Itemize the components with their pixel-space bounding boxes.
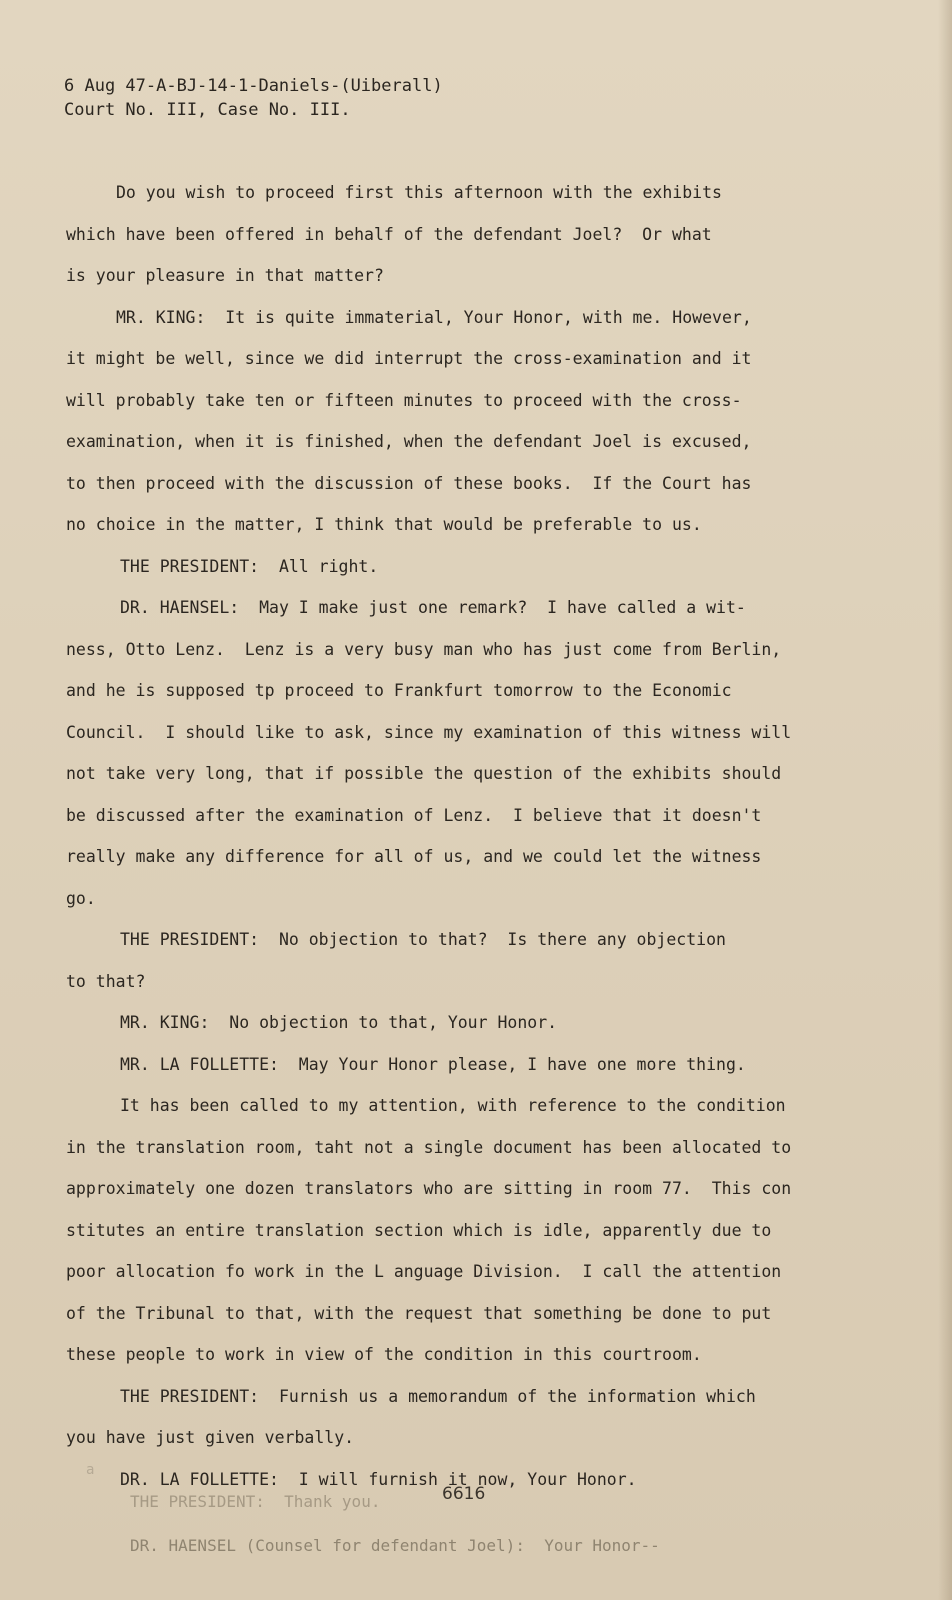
page-edge-shadow <box>938 0 952 1600</box>
transcript-line: no choice in the matter, I think that would be preferable to us. <box>66 515 702 534</box>
transcript-body <box>66 172 846 1500</box>
transcript-line: not take very long, that if possible the question of the exhibits should <box>66 764 782 783</box>
transcript-line: of the Tribunal to that, with the request that something be done to put <box>66 1303 772 1323</box>
transcript-line: really make any difference for all of us, and we could let the witness <box>66 847 762 866</box>
transcript-line: these people to work in view of the condition in this courtroom. <box>66 1345 702 1364</box>
faded-line: DR. HAENSEL (Counsel for defendant Joel): Your Honor-- <box>130 1536 660 1555</box>
transcript-line: in the translation room, taht not a single document has been allocated to <box>66 1137 792 1157</box>
transcript-line: you have just given verbally. <box>66 1428 355 1447</box>
transcript-line: approximately one dozen translators who are sitting in room 77. This con <box>66 1179 792 1198</box>
header-line-1: 6 Aug 47-A-BJ-14-1-Daniels-(Uiberall) <box>64 76 443 96</box>
page-number: 6616 <box>442 1484 486 1504</box>
transcript-line: poor allocation fo work in the L anguage Division. I call the attention <box>66 1262 782 1281</box>
transcript-line: and he is supposed tp proceed to Frankfurt tomorrow to the Economic <box>66 681 732 700</box>
transcript-line: to then proceed with the discussion of these books. If the Court has <box>66 473 752 493</box>
transcript-line: is your pleasure in that matter? <box>66 266 384 285</box>
transcript-line: DR. LA FOLLETTE: I will furnish it now, Your Honor. <box>120 1469 637 1489</box>
transcript-line: Do you wish to proceed first this afternoon with the exhibits <box>116 183 722 202</box>
transcript-line: THE PRESIDENT: No objection to that? Is there any objection <box>120 930 726 949</box>
transcript-line: It has been called to my attention, with reference to the condition <box>120 1096 786 1115</box>
transcript-line: will probably take ten or fifteen minutes to proceed with the cross- <box>66 390 742 410</box>
transcript-line: DR. HAENSEL: May I make just one remark? I have called a wit- <box>120 598 746 617</box>
transcript-line: go. <box>66 888 96 908</box>
document-header <box>64 74 443 122</box>
transcript-line: be discussed after the examination of Lenz. I believe that it doesn't <box>66 805 762 825</box>
transcript-line: MR. KING: It is quite immaterial, Your Honor, with me. However, <box>116 307 752 327</box>
transcript-line: Council. I should like to ask, since my examination of this witness will <box>66 722 792 742</box>
transcript-line: MR. KING: No objection to that, Your Honor. <box>120 1013 558 1032</box>
transcript-line: THE PRESIDENT: Furnish us a memorandum of the information which <box>120 1386 756 1406</box>
header-line-2: Court No. III, Case No. III. <box>64 100 351 120</box>
transcript-line: MR. LA FOLLETTE: May Your Honor please, I have one more thing. <box>120 1054 746 1074</box>
transcript-line: to that? <box>66 971 146 991</box>
transcript-line: which have been offered in behalf of the defendant Joel? Or what <box>66 224 712 244</box>
transcript-line: ness, Otto Lenz. Lenz is a very busy man who has just come from Berlin, <box>66 639 782 659</box>
faded-line: THE PRESIDENT: Thank you. <box>130 1492 381 1511</box>
transcript-line: examination, when it is finished, when the defendant Joel is excused, <box>66 432 752 451</box>
transcript-line: THE PRESIDENT: All right. <box>120 556 379 576</box>
transcript-line: stitutes an entire translation section which is idle, apparently due to <box>66 1220 772 1240</box>
transcript-line: it might be well, since we did interrupt the cross-examination and it <box>66 349 752 368</box>
margin-mark: a <box>86 1462 95 1478</box>
